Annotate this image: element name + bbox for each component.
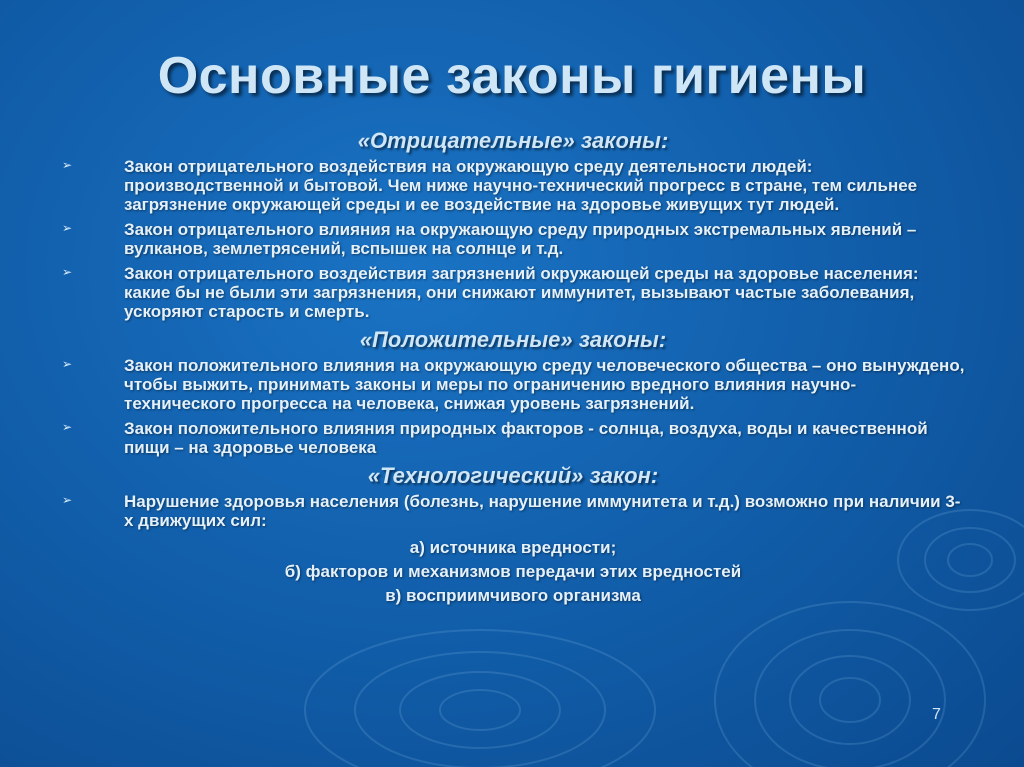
- list-item: ➢ Нарушение здоровья населения (болезнь, нарушение иммунитета и т.д.) возможно при наличии 3-х движущих сил:: [62, 492, 961, 530]
- list-item: ➢ Закон отрицательного воздействия загрязнений окружающей среды на здоровье населения: какие бы не были эти загрязнения, они снижают иммунитет, вызывают частые заболевания, ускоряют старость и смерть.: [62, 264, 919, 321]
- list-item: ➢ Закон положительного влияния природных факторов - солнца, воздуха, воды и качественной пищи – на здоровье человека: [62, 419, 928, 457]
- sub-item-b: б) факторов и механизмов передачи этих вредностей: [284, 562, 742, 581]
- arrow-bullet-icon: ➢: [62, 265, 73, 279]
- arrow-bullet-icon: ➢: [62, 221, 73, 235]
- list-item: ➢ Закон отрицательного влияния на окружающую среду природных экстремальных явлений – вулканов, землетрясений, вспышек на солнце и т.д.: [62, 220, 917, 258]
- list-item: ➢ Закон положительного влияния на окружающую среду человеческого общества – оно вынуждено, чтобы выжить, принимать законы и меры по ограничению вредного влияния научно-технического прогресса на человека, снижая уровень загрязнений.: [62, 356, 965, 413]
- section-heading-technological: «Технологический» закон:: [367, 463, 659, 488]
- slide-title: Основные законы гигиены: [157, 47, 867, 105]
- arrow-bullet-icon: ➢: [62, 357, 73, 371]
- sub-item-a: а) источника вредности;: [409, 538, 617, 557]
- slide-content: [58, 128, 968, 608]
- section-heading-positive: «Положительные» законы:: [359, 327, 667, 352]
- arrow-bullet-icon: ➢: [62, 420, 73, 434]
- arrow-bullet-icon: ➢: [62, 493, 73, 507]
- sub-item-c: в) восприимчивого организма: [385, 586, 641, 605]
- list-item: ➢ Закон отрицательного воздействия на окружающую среду деятельности людей: производственной и бытовой. Чем ниже научно-технический прогресс в стране, тем сильнее загрязнение окружающей среды и ее воздействие на здоровье живущих тут людей.: [62, 157, 918, 214]
- arrow-bullet-icon: ➢: [62, 158, 73, 172]
- section-heading-negative: «Отрицательные» законы:: [357, 128, 669, 153]
- page-number: 7: [932, 706, 941, 723]
